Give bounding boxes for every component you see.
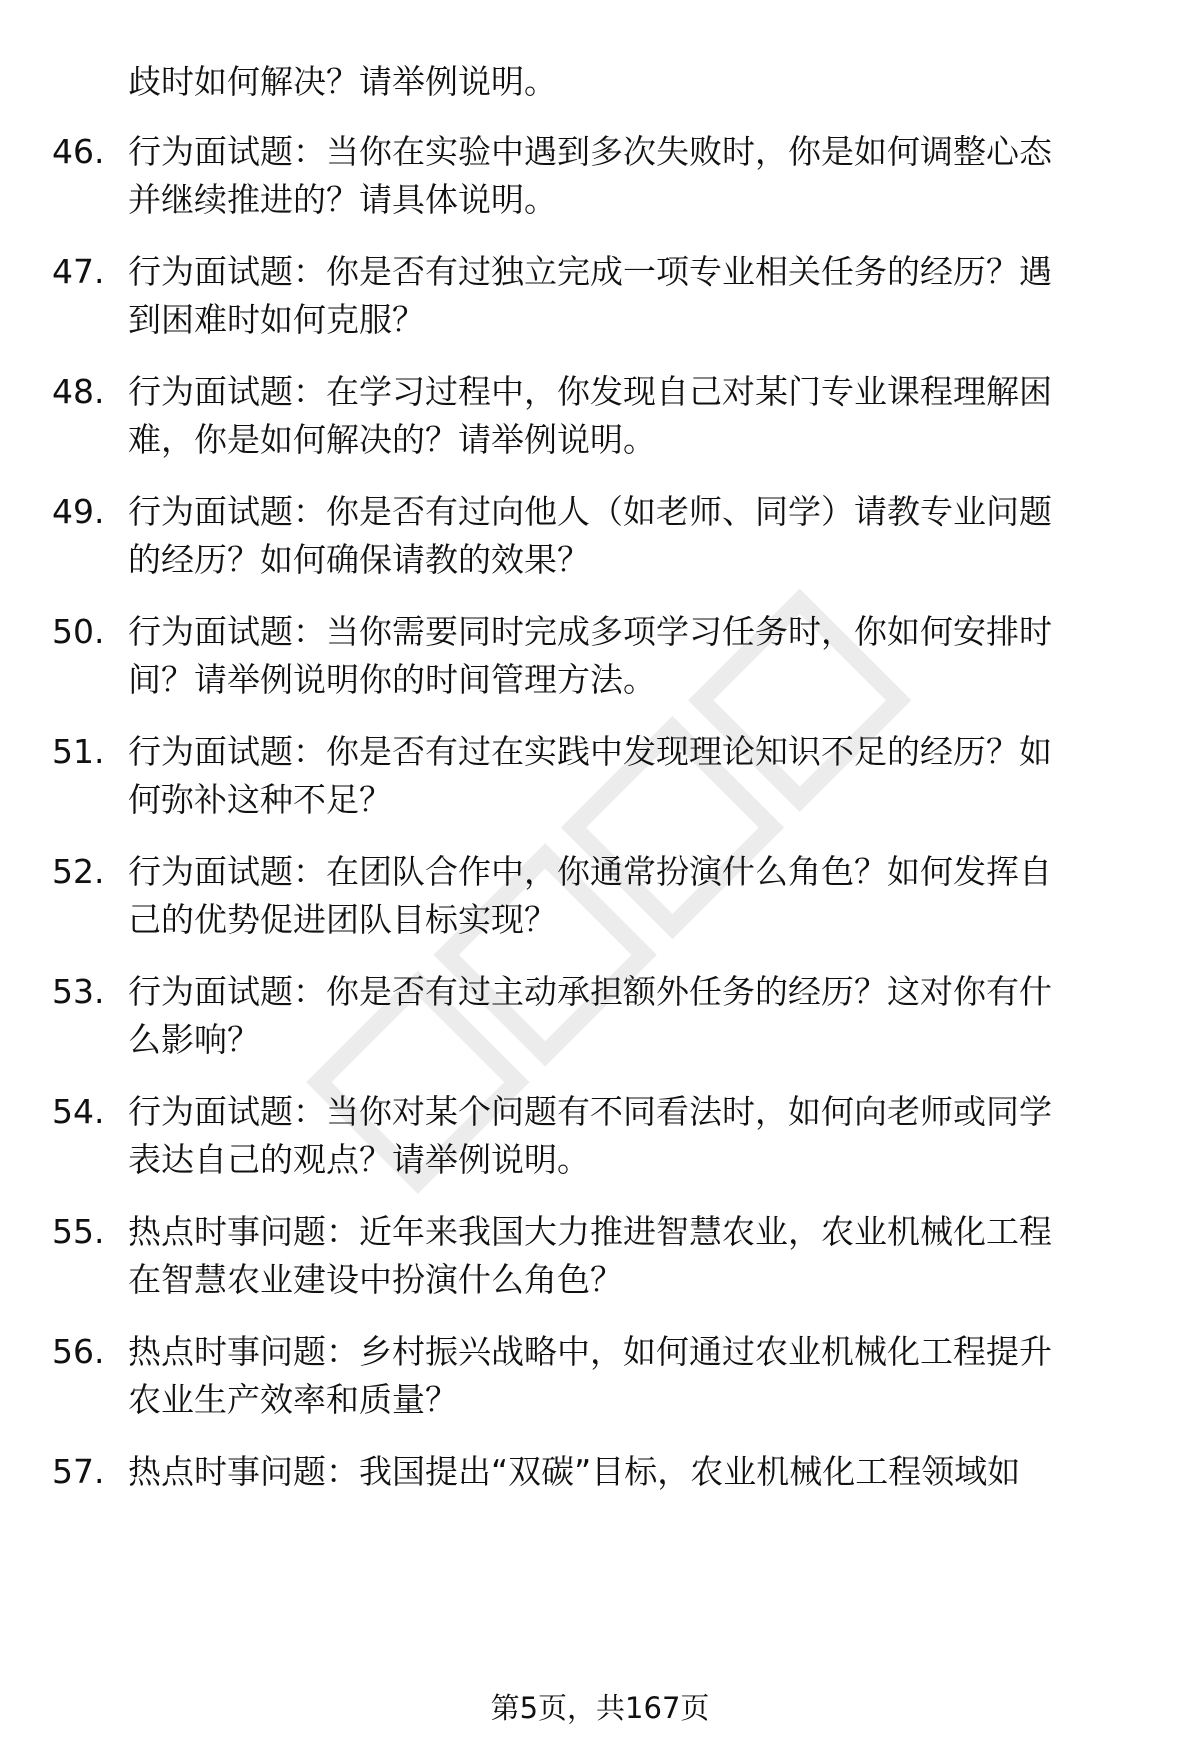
- item-number: 51.: [52, 732, 105, 771]
- item-line: 并继续推进的？请具体说明。: [128, 180, 557, 219]
- item-line: 热点时事问题：我国提出“双碳”目标，农业机械化工程领域如: [128, 1452, 1021, 1491]
- item-text: [128, 1448, 1142, 1496]
- item-line: 行为面试题：当你对某个问题有不同看法时，如何向老师或同学: [128, 1092, 1052, 1131]
- item-line: 行为面试题：当你在实验中遇到多次失败时，你是如何调整心态: [128, 132, 1052, 171]
- item-number: 50.: [52, 612, 105, 651]
- item-line: 热点时事问题：近年来我国大力推进智慧农业，农业机械化工程: [128, 1212, 1052, 1251]
- item-line: 么影响？: [128, 1020, 260, 1059]
- page-footer: 第5页，共167页: [490, 1691, 710, 1725]
- item-line: 难，你是如何解决的？请举例说明。: [128, 420, 656, 459]
- item-line: 间？请举例说明你的时间管理方法。: [128, 660, 656, 699]
- item-number: 56.: [52, 1332, 105, 1371]
- item-number: 54.: [52, 1092, 105, 1131]
- item-text: [128, 848, 1142, 944]
- item-line: 行为面试题：当你需要同时完成多项学习任务时，你如何安排时: [128, 612, 1052, 651]
- item-line: 何弥补这种不足？: [128, 780, 392, 819]
- item-line: 己的优势促进团队目标实现？: [128, 900, 557, 939]
- item-text: [128, 968, 1142, 1064]
- item-text: [128, 488, 1142, 584]
- item-line: 行为面试题：你是否有过向他人（如老师、同学）请教专业问题: [128, 492, 1052, 531]
- item-text: [128, 728, 1142, 824]
- item-number: 52.: [52, 852, 105, 891]
- item-line: 行为面试题：你是否有过主动承担额外任务的经历？这对你有什: [128, 972, 1052, 1011]
- item-text: [128, 1088, 1142, 1184]
- item-number: 46.: [52, 132, 105, 171]
- item-number: 55.: [52, 1212, 105, 1251]
- item-text: [128, 1328, 1142, 1424]
- item-line: 行为面试题：你是否有过独立完成一项专业相关任务的经历？遇: [128, 252, 1052, 291]
- item-text: [128, 608, 1142, 704]
- item-text: [128, 128, 1142, 224]
- item-line: 热点时事问题：乡村振兴战略中，如何通过农业机械化工程提升: [128, 1332, 1052, 1371]
- item-number: 49.: [52, 492, 105, 531]
- item-text: [128, 1208, 1142, 1304]
- item-line: 在智慧农业建设中扮演什么角色？: [128, 1260, 623, 1299]
- item-number: 53.: [52, 972, 105, 1011]
- continued-question-text: 歧时如何解决？请举例说明。: [128, 62, 557, 101]
- item-text: [128, 368, 1142, 464]
- item-number: 48.: [52, 372, 105, 411]
- item-line: 的经历？如何确保请教的效果？: [128, 540, 590, 579]
- item-line: 到困难时如何克服？: [128, 300, 425, 339]
- item-line: 行为面试题：在学习过程中，你发现自己对某门专业课程理解困: [128, 372, 1052, 411]
- item-number: 47.: [52, 252, 105, 291]
- item-line: 行为面试题：你是否有过在实践中发现理论知识不足的经历？如: [128, 732, 1052, 771]
- item-text: [128, 248, 1142, 344]
- item-line: 表达自己的观点？请举例说明。: [128, 1140, 590, 1179]
- item-line: 行为面试题：在团队合作中，你通常扮演什么角色？如何发挥自: [128, 852, 1052, 891]
- item-number: 57.: [52, 1452, 105, 1491]
- item-line: 农业生产效率和质量？: [128, 1380, 458, 1419]
